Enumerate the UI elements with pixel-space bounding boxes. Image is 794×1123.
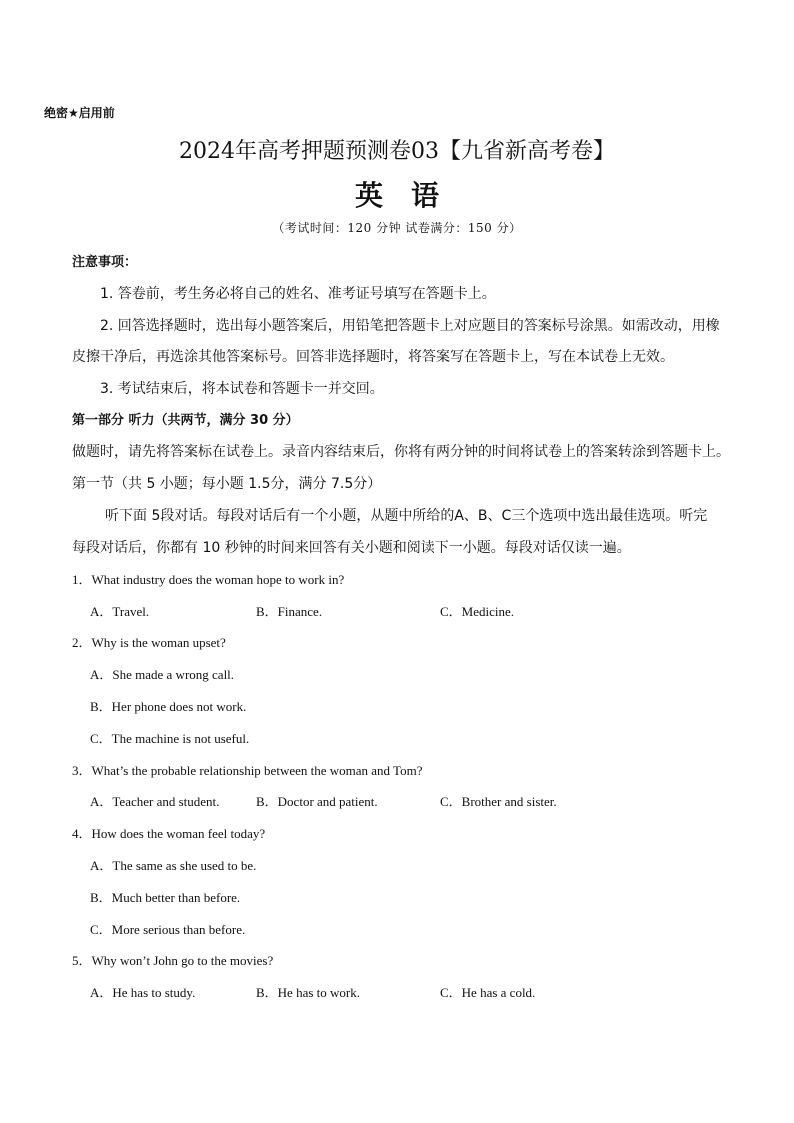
- exam-info: （考试时间：120 分钟 试卷满分：150 分）: [272, 221, 522, 235]
- question-2-option-b: B．Her phone does not work.: [90, 699, 247, 714]
- question-5-option-c: C．He has a cold.: [440, 985, 536, 1000]
- question-4-option-c: C．More serious than before.: [90, 922, 246, 937]
- question-3-option-b: B．Doctor and patient.: [256, 794, 378, 809]
- question-1-option-c: C．Medicine.: [440, 604, 515, 619]
- question-5-option-a: A．He has to study.: [90, 985, 196, 1000]
- confidential-label: 绝密★启用前: [44, 106, 115, 120]
- question-5-stem: 5．Why won’t John go to the movies?: [72, 953, 274, 968]
- question-1-stem: 1．What industry does the woman hope to work in?: [72, 572, 345, 587]
- question-5-option-b: B．He has to work.: [256, 985, 360, 1000]
- notice-item-2-cont: 皮擦干净后，再选涂其他答案标号。回答非选择题时，将答案写在答题卡上，写在本试卷上无效。: [72, 349, 674, 365]
- question-3-stem: 3．What’s the probable relationship between the woman and Tom?: [72, 763, 423, 778]
- notice-item-1: 1. 答卷前，考生务必将自己的姓名、准考证号填写在答题卡上。: [100, 286, 496, 302]
- question-1-option-b: B．Finance.: [256, 604, 323, 619]
- exam-title: 2024年高考押题预测卷03【九省新高考卷】: [179, 139, 615, 164]
- question-2-option-c: C．The machine is not useful.: [90, 731, 250, 746]
- question-4-option-b: B．Much better than before.: [90, 890, 241, 905]
- notice-heading: 注意事项：: [72, 255, 138, 270]
- question-1-option-a: A．Travel.: [90, 604, 150, 619]
- section1-instruction-line2: 每段对话后，你都有 10 秒钟的时间来回答有关小题和阅读下一小题。每段对话仅读一遍。: [72, 540, 631, 556]
- question-4-option-a: A．The same as she used to be.: [90, 858, 257, 873]
- section1-instruction-line1: 听下面 5段对话。每段对话后有一个小题，从题中所给的A、B、C三个选项中选出最佳选项。听完: [105, 508, 708, 524]
- question-3-option-a: A．Teacher and student.: [90, 794, 220, 809]
- question-2-option-a: A．She made a wrong call.: [90, 667, 235, 682]
- section1-heading: 第一节（共 5 小题；每小题 1.5分，满分 7.5分）: [72, 476, 382, 492]
- part1-instruction: 做题时，请先将答案标在试卷上。录音内容结束后，你将有两分钟的时间将试卷上的答案转涂到答题卡上。: [72, 444, 730, 460]
- question-3-option-c: C．Brother and sister.: [440, 794, 557, 809]
- notice-item-3: 3. 考试结束后，将本试卷和答题卡一并交回。: [100, 381, 384, 397]
- question-4-stem: 4．How does the woman feel today?: [72, 826, 266, 841]
- notice-item-2: 2. 回答选择题时，选出每小题答案后，用铅笔把答题卡上对应题目的答案标号涂黑。如需改动，用橡: [100, 318, 720, 334]
- question-2-stem: 2．Why is the woman upset?: [72, 635, 226, 650]
- subject-title: 英语: [354, 179, 467, 212]
- part1-heading: 第一部分 听力（共两节，满分 30 分）: [72, 413, 299, 428]
